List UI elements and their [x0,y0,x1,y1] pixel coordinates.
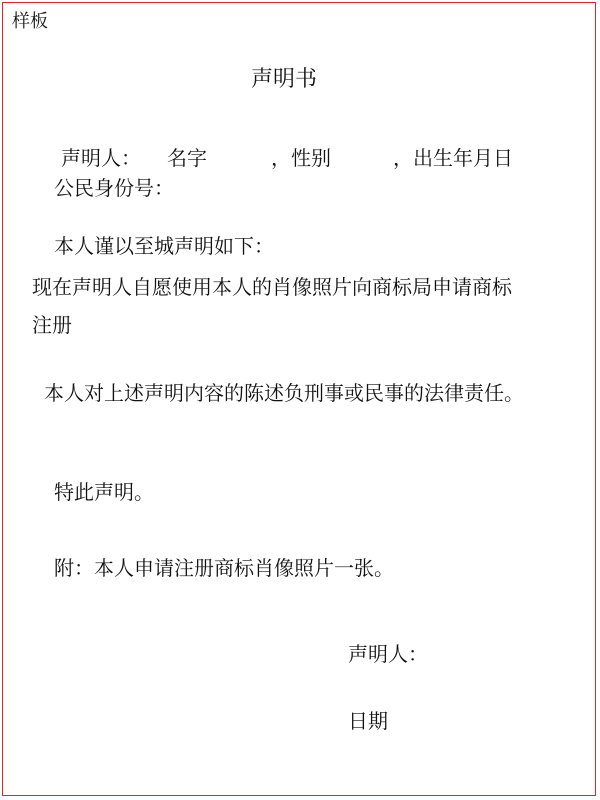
declaration-intro: 本人谨以至城声明如下： [54,234,274,258]
declarant-label: 声明人： [61,146,141,170]
signature-label: 声明人： [348,642,428,666]
declarant-gender: ，性别 [271,146,331,170]
responsibility-statement: 本人对上述声明内容的陈述负刑事或民事的法律责任。 [44,381,524,405]
declarant-birth-date: ，出生年月日 [393,146,513,170]
closing-statement: 特此声明。 [54,480,154,504]
document-title: 声明书 [251,67,318,92]
date-label: 日期 [348,709,388,733]
sample-watermark: 样板 [12,11,48,32]
attachment-note: 附：本人申请注册商标肖像照片一张。 [54,556,394,580]
declarant-name: 名字 [167,146,207,170]
declaration-body-line-1: 现在声明人自愿使用本人的肖像照片向商标局申请商标 [32,275,512,299]
id-number-label: 公民身份号： [54,176,174,200]
declaration-body-line-2: 注册 [32,313,72,337]
